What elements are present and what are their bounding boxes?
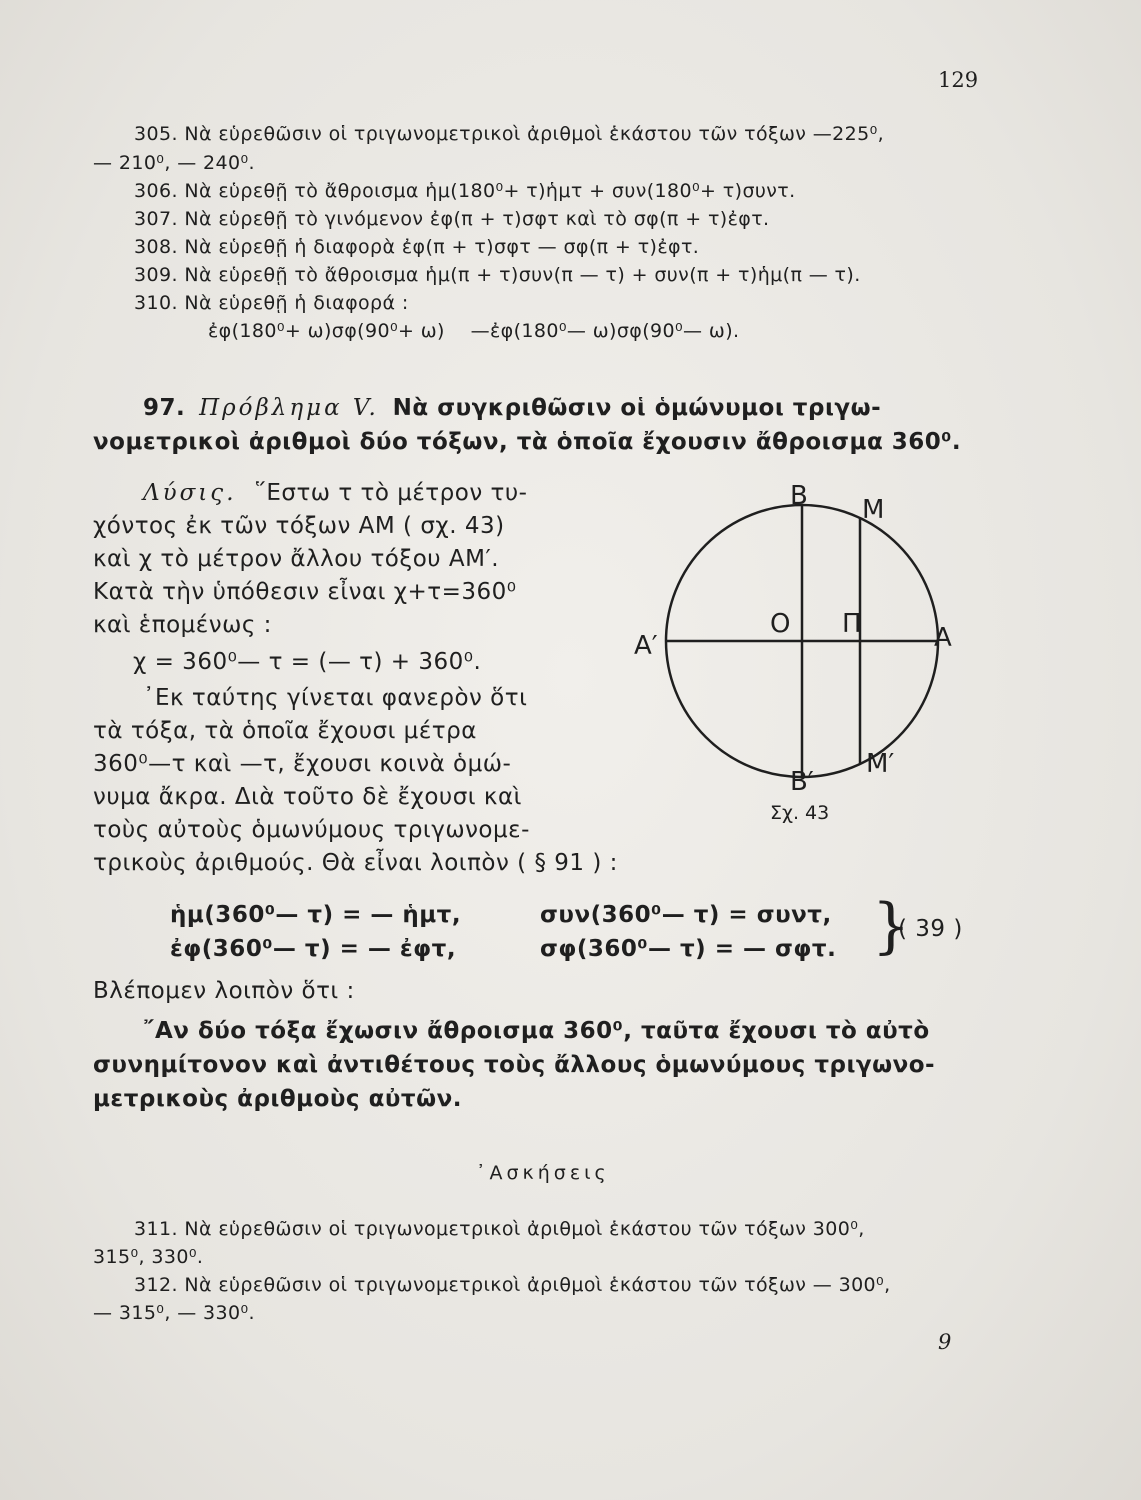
- solution-equation: χ = 360⁰— τ = (— τ) + 360⁰.: [133, 649, 482, 675]
- problem-heading: [143, 395, 881, 421]
- exercise-310: 310. Νὰ εὑρεθῇ ἡ διαφορά :: [134, 292, 409, 314]
- formula-tan: ἐφ(360⁰— τ) = — ἐφτ,: [170, 936, 457, 962]
- exercise-312: 312. Νὰ εὑρεθῶσιν οἱ τριγωνομετρικοὶ ἀριθμοὶ ἑκάστου τῶν τόξων — 300⁰,: [134, 1274, 891, 1296]
- theorem-line-2: συνημίτονον καὶ ἀντιθέτους τοὺς ἄλλους ὁμωνύμους τριγωνο-: [93, 1052, 936, 1078]
- solution-line-10: νυμα ἄκρα. Διὰ τοῦτο δὲ ἔχουσι καὶ: [93, 784, 522, 810]
- formula-sin: ἡμ(360⁰— τ) = — ἡμτ,: [170, 902, 462, 928]
- exercise-308: 308. Νὰ εὑρεθῇ ἡ διαφορὰ ἐφ(π + τ)σφτ — σφ(π + τ)ἐφτ.: [134, 236, 700, 258]
- problem-label: Πρόβλημα V.: [199, 395, 379, 421]
- label-m-prime: Μ′: [866, 749, 895, 779]
- page-number: 129: [938, 68, 979, 92]
- footer-signature: 9: [938, 1330, 952, 1354]
- problem-number: 97.: [143, 395, 186, 421]
- exercise-305: 305. Νὰ εὑρεθῶσιν οἱ τριγωνομετρικοὶ ἀριθμοὶ ἑκάστου τῶν τόξων —225⁰,: [134, 123, 885, 145]
- solution-line-2: χόντος ἐκ τῶν τόξων ΑΜ ( σχ. 43): [93, 513, 505, 539]
- exercise-305-cont: — 210⁰, — 240⁰.: [93, 152, 255, 174]
- exercise-311: 311. Νὰ εὑρεθῶσιν οἱ τριγωνομετρικοὶ ἀριθμοὶ ἑκάστου τῶν τόξων 300⁰,: [134, 1218, 865, 1240]
- label-o: Ο: [770, 609, 791, 639]
- label-p: Π: [842, 609, 862, 639]
- exercise-307: 307. Νὰ εὑρεθῇ τὸ γινόμενον ἐφ(π + τ)σφτ καὶ τὸ σφ(π + τ)ἐφτ.: [134, 208, 770, 230]
- conclusion-intro: Βλέπομεν λοιπὸν ὅτι :: [93, 978, 355, 1004]
- solution-line-12: τρικοὺς ἀριθμούς. Θὰ εἶναι λοιπὸν ( § 91 ) :: [93, 850, 618, 876]
- problem-title-1: Νὰ συγκριθῶσιν οἱ ὁμώνυμοι τριγω-: [392, 395, 882, 421]
- exercise-311-cont: 315⁰, 330⁰.: [93, 1246, 204, 1268]
- exercise-312-cont: — 315⁰, — 330⁰.: [93, 1302, 255, 1324]
- solution-line-8: τὰ τόξα, τὰ ὁποῖα ἔχουσι μέτρα: [93, 718, 477, 744]
- solution-line-11: τοὺς αὐτοὺς ὁμωνύμους τριγωνομε-: [93, 817, 530, 843]
- exercise-310-expression: ἐφ(180⁰+ ω)σφ(90⁰+ ω) —ἐφ(180⁰— ω)σφ(90⁰— ω).: [208, 320, 740, 342]
- exercise-309: 309. Νὰ εὑρεθῇ τὸ ἄθροισμα ἡμ(π + τ)συν(π — τ) + συν(π + τ)ἡμ(π — τ).: [134, 264, 861, 286]
- equation-number: ( 39 ): [898, 916, 963, 942]
- label-b-prime: Β′: [790, 767, 814, 797]
- solution-line-9: 360⁰—τ καὶ —τ, ἔχουσι κοινὰ ὁμώ-: [93, 751, 512, 777]
- solution-line-3: καὶ χ τὸ μέτρον ἄλλου τόξου ΑΜ′.: [93, 546, 500, 572]
- solution-line-7: ᾿Εκ ταύτης γίνεται φανερὸν ὅτι: [143, 685, 528, 711]
- formula-cos: συν(360⁰— τ) = συντ,: [540, 902, 832, 928]
- theorem-line-1: ῎Αν δύο τόξα ἔχωσιν ἄθροισμα 360⁰, ταῦτα ἔχουσι τὸ αὐτὸ: [143, 1018, 930, 1044]
- label-b: Β: [790, 481, 808, 511]
- solution-label: Λύσις.: [143, 480, 237, 506]
- exercise-306: 306. Νὰ εὑρεθῇ τὸ ἄθροισμα ἡμ(180⁰+ τ)ἡμτ + συν(180⁰+ τ)συντ.: [134, 180, 796, 202]
- solution-line-1: Λύσις. ῞Εστω τ τὸ μέτρον τυ-: [143, 480, 528, 506]
- problem-title-2: νομετρικοὶ ἀριθμοὶ δύο τόξων, τὰ ὁποῖα ἔχουσιν ἄθροισμα 360⁰.: [93, 429, 962, 455]
- figure-43: [620, 470, 960, 830]
- formula-brace: }: [872, 891, 911, 961]
- solution-line-5: καὶ ἑπομένως :: [93, 612, 272, 638]
- figure-caption: Σχ. 43: [770, 802, 830, 824]
- label-a: Α: [934, 623, 952, 653]
- label-m: Μ: [862, 495, 885, 525]
- formula-cot: σφ(360⁰— τ) = — σφτ.: [540, 936, 837, 962]
- exercises-heading: ᾿Ασκήσεις: [476, 1162, 610, 1184]
- theorem-line-3: μετρικοὺς ἀριθμοὺς αὐτῶν.: [93, 1086, 462, 1112]
- solution-line-4: Κατὰ τὴν ὑπόθεσιν εἶναι χ+τ=360⁰: [93, 579, 517, 605]
- label-a-prime: Α′: [634, 631, 658, 661]
